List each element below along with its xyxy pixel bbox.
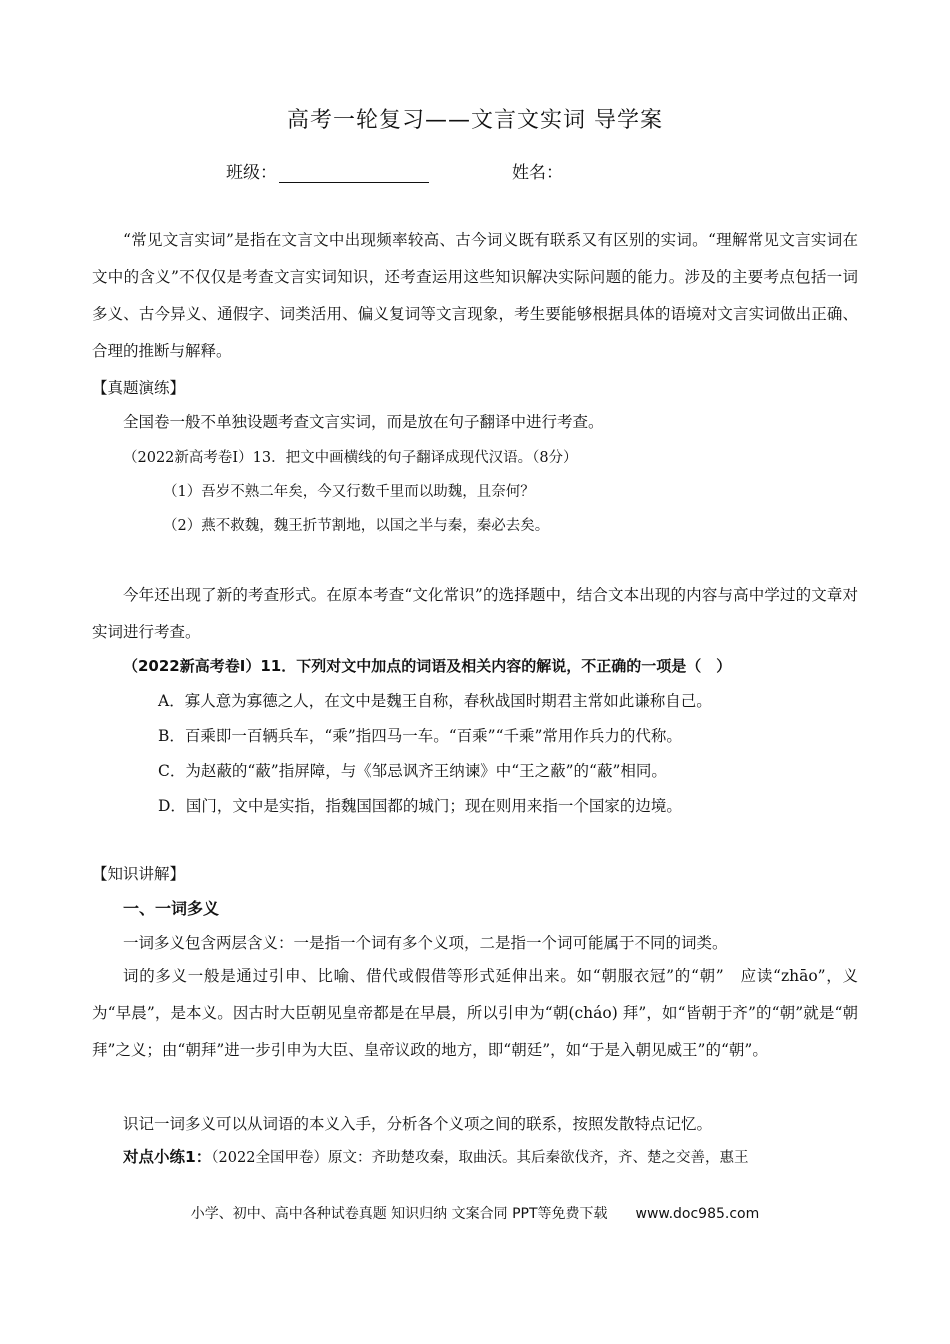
option-c: C．为赵蔽的“蔽”指屏障，与《邹忌讽齐王纳谏》中“王之蔽”的“蔽”相同。	[158, 762, 667, 780]
class-field	[226, 158, 429, 183]
drill-1	[123, 1145, 748, 1167]
knowledge-heading: 【知识讲解】	[92, 865, 186, 883]
section-heading-polysemy: 一、一词多义	[123, 899, 220, 918]
document-title: 高考一轮复习——文言文实词 导学案	[287, 108, 663, 133]
option-b: B．百乘即一百辆兵车，“乘”指四马一车。“百乘”“千乘”常用作兵力的代称。	[158, 727, 682, 745]
class-blank-line	[279, 164, 429, 183]
intro-paragraph: “常见文言实词”是指在文言文中出现频率较高、古今词义既有联系又有区别的实词。“理解常见文言实词在文中的含义”不仅仅是考查文言实词知识，还考查运用这些知识解决实际问题的能力。涉及的主要考点包括一词多义、古今异义、通假字、词类活用、偏义复词等文言现象，考生要能够根据具体的语境对文言实词做出正确、合理的推断与解释。	[92, 231, 858, 360]
class-label: 班级：	[226, 163, 277, 183]
option-d: D．国门，文中是实指，指魏国国都的城门；现在则用来指一个国家的边境。	[158, 797, 682, 815]
question-13: （2022新高考卷Ⅰ）13．把文中画横线的句子翻译成现代汉语。（8分）	[123, 450, 578, 466]
question-13-part-2: （2）燕不救魏，魏王折节割地，以国之半与秦，秦必去矣。	[163, 518, 550, 534]
page-footer: 小学、初中、高中各种试卷真题 知识归纳 文案合同 PPT等免费下载 www.doc985.com	[190, 1206, 760, 1222]
drill-1-label: 对点小练1：	[123, 1148, 212, 1166]
polysemy-explanation: 词的多义一般是通过引申、比喻、借代或假借等形式延伸出来。如“朝服衣冠”的“朝” 应读“zhāo”，义为“早晨”，是本义。因古时大臣朝见皇帝都是在早晨，所以引申为“朝(cháo) 拜”，如“皆朝于齐”的“朝”就是“朝拜”之义；由“朝拜”进一步引申为大臣、皇帝议政的地方，即“朝廷”，如“于是入朝见威王”的“朝”。	[92, 967, 858, 1059]
question-11: （2022新高考卷Ⅰ）11．下列对文中加点的词语及相关内容的解说，不正确的一项是（ ）	[123, 657, 732, 675]
question-13-part-1: （1）吾岁不熟二年矣，今又行数千里而以助魏，且奈何？	[163, 484, 535, 500]
memorization-tip: 识记一词多义可以从词语的本义入手，分析各个义项之间的联系，按照发散特点记忆。	[123, 1115, 713, 1133]
practice-intro-line: 全国卷一般不单独设题考查文言实词，而是放在句子翻译中进行考查。	[123, 413, 604, 431]
new-format-paragraph: 今年还出现了新的考查形式。在原本考查“文化常识”的选择题中，结合文本出现的内容与高中学过的文章对实词进行考查。	[92, 586, 858, 641]
polysemy-definition: 一词多义包含两层含义：一是指一个词有多个义项，二是指一个词可能属于不同的词类。	[123, 934, 728, 952]
drill-1-text: （2022全国甲卷）原文：齐助楚攻秦，取曲沃。其后秦欲伐齐，齐、楚之交善，惠王	[211, 1150, 749, 1166]
name-label: 姓名：	[512, 163, 563, 183]
practice-heading: 【真题演练】	[92, 379, 186, 397]
option-a: A．寡人意为寡德之人，在文中是魏王自称，春秋战国时期君主常如此谦称自己。	[158, 692, 712, 710]
